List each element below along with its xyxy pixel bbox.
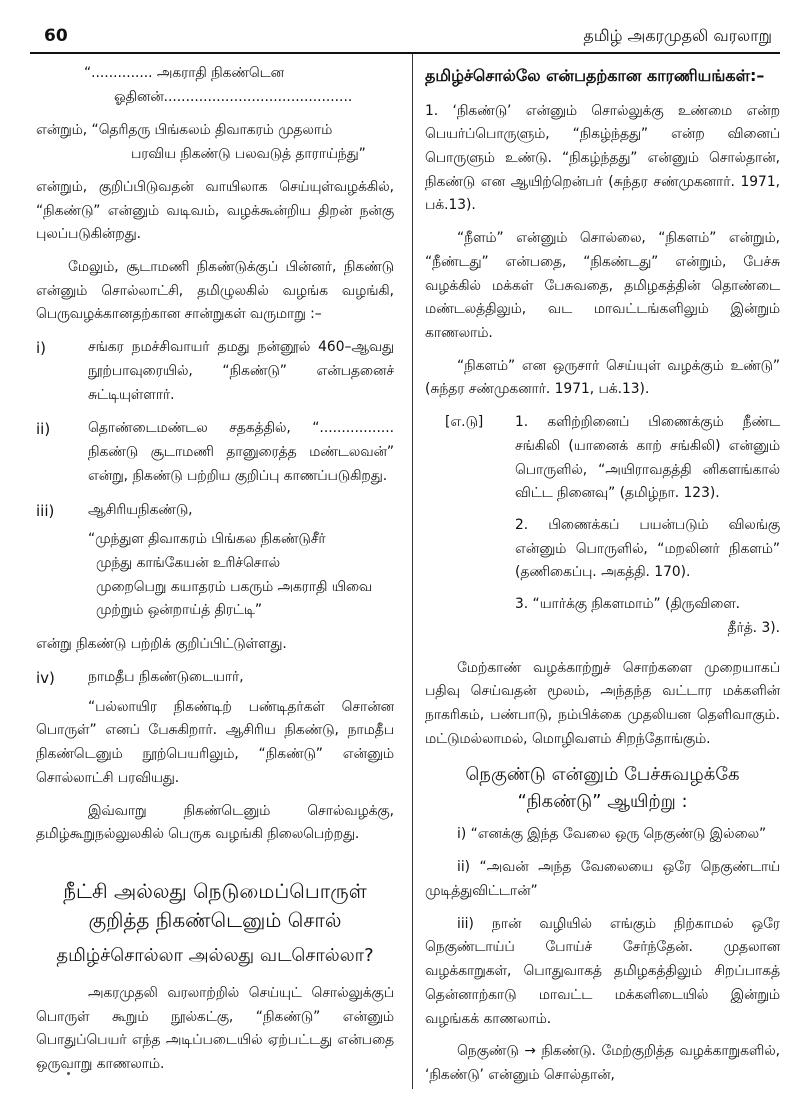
right-column [425,62,780,1097]
paragraph: மேற்காண் வழக்காற்றுச் சொற்களை முறையாகப் பதிவு செய்வதன் மூலம், அந்தந்த வட்டார மக்களின் நாகரிகம், பண்பாடு, நம்பிக்கை முதலியன தெளிவாகும். மட்டுமல்லாமல், மொழிவளம் சிறந்தோங்கும். [425,659,780,747]
example-item: 2. பிணைக்கப் பயன்படும் விலங்கு என்னும் பொருளில், “மறலினர் நிகளம்” (தணிகைப்பு. அகத்தி. 170). [515,517,780,581]
speech-example: ii) “அவன் அந்த வேலையை ஒரே நெகுண்டாய் முடித்துவிட்டான்” [425,859,780,899]
paragraph: மேலும், சூடாமணி நிகண்டுக்குப் பின்னர், நிகண்டு என்னும் சொல்லாட்சி, தமிழுலகில் வழங்க வழங்கி, பெருவழக்கானதற்கான சான்றுகள் வருமாறு :– [36,259,394,323]
example-tag: [எ.டு] [445,414,484,431]
paragraph: “நீளம்” என்னும் சொல்லை, “நிகளம்” என்றும், “நீண்டது” என்பதை, “நிகண்டது” என்றும், பேச்சு வழக்கில் மக்கள் பேசுவதை, தமிழகத்தின் தொண்டை மண்டலத்திலும், வட மாவட்டங்களிலும் இன்றும் காணலாம். [425,230,780,341]
list-item [36,666,394,692]
list-number: iv) [36,668,55,687]
column-divider [412,54,413,1089]
quote-line: “.............. அகராதி நிகண்டென [84,65,285,81]
quote-line: முறைபெறு கயாதரம் பகரும் அகராதி யிவை [96,578,373,595]
paragraph: 1. ‘நிகண்டு’ என்னும் சொல்லுக்கு உண்மை என்ற பெயர்ப்பொருளும், “நிகழ்ந்தது” என்ற வினைப் பொருளும் உண்டு. “நிகழ்ந்தது” என்னும் சொல்தான், நிகண்டு என ஆயிற்றென்பர் (சுந்தர சண்முகனார். 1971, பக்.13). [425,102,780,214]
speech-example: i) “எனக்கு இந்த வேலை ஒரு நெகுண்டு இல்லை” [457,826,767,843]
section-heading: தமிழ்ச்சொல்லே என்பதற்கான காரணியங்கள்:– [425,66,765,85]
quote-line: ஓதினன்........................................... [114,88,353,105]
paragraph: என்றும், “தெரிதரு பிங்கலம் திவாகரம் முதலாம் [36,122,333,139]
stray-mark [67,1072,70,1075]
list-item [36,336,394,407]
section-title-line: நீட்சி அல்லது நெடுமைப்பொருள் [63,879,367,903]
list-number: iii) [36,501,55,520]
subsection-heading [425,761,780,815]
section-subtitle: தமிழ்ச்சொல்லா அல்லது வடசொல்லா? [56,945,374,966]
subsection-heading-line: “நிகண்டு” ஆயிற்று : [517,791,688,813]
paragraph: நெகுண்டு → நிகண்டு. மேற்குறித்த வழக்காறுகளில், ‘நிகண்டு’ என்னும் சொல்தான், [425,1043,780,1083]
example-item: 3. “யார்க்கு நிகளமாம்” (திருவிளை. [515,596,741,613]
list-item [36,499,394,525]
list-text: சங்கர நமச்சிவாயர் தமது நன்னூல் 460–ஆவது நூற்பாவுரையில், “நிகண்டு” என்பதனைச் சுட்டியுள்ளார். [88,339,394,403]
page-header [30,24,780,50]
section-title-line: குறித்த நிகண்டெனும் சொல் [88,908,342,932]
quote-line: “முந்துள திவாகரம் பிங்கல நிகண்டுசீர் [88,531,326,548]
running-title: தமிழ் அகரமுதலி வரலாறு [583,26,772,45]
list-number: i) [36,339,47,358]
paragraph: பரவிய நிகண்டு பலவடுத் தாராய்ந்து” [131,146,366,163]
quote-line: முற்றும் ஒன்றாய்த் திரட்டி” [96,602,263,619]
quote-line: முந்து காங்கேயன் உரிச்சொல் [96,555,280,572]
header-rule [30,52,780,54]
paragraph: “பல்லாயிர நிகண்டிற் பண்டிதர்கள் சொன்ன பொருள்” எனப் பேசுகிறார். ஆசிரிய நிகண்டு, நாமதீப நிகண்டெனும் நூற்பெயரிலும், “நிகண்டு” என்னும் சொல்லாட்சி பரவியது. [36,698,394,786]
paragraph: என்று நிகண்டு பற்றிக் குறிப்பிட்டுள்ளது. [36,636,287,653]
example-item: 1. களிற்றினைப் பிணைக்கும் நீண்ட சங்கிலி (யானைக் காற் சங்கிலி) என்னும் பொருளில், “அயிராவதத்தி னிகளங்கால் விட்ட நினைவு” (தமிழ்நா. 123). [515,414,780,502]
list-text: ஆசிரியநிகண்டு, [88,501,193,518]
subsection-heading-line: நெகுண்டு என்னும் பேச்சுவழக்கே [465,764,740,786]
paragraph: “நிகளம்” என ஒருசார் செய்யுள் வழக்கும் உண்டு” (சுந்தர சண்முகனார். 1971, பக்.13). [425,357,780,398]
list-text: நாமதீப நிகண்டுடையார், [88,668,244,685]
example-block [425,411,780,648]
page-number: 60 [44,26,68,46]
example-item-end: தீர்த். 3). [727,619,780,636]
list-number: ii) [36,420,51,439]
list-item [36,417,394,488]
list-text: தொண்டைமண்டல சதகத்தில், “................. நிகண்டு சூடாமணி தானுரைத்த மண்டலவன்” என்று, நிகண்டு பற்றிய குறிப்பு காணப்படுகிறது. [88,420,394,484]
quote-block [88,528,394,623]
quote-block [84,62,394,109]
left-column [36,62,394,1086]
paragraph: இவ்வாறு நிகண்டெனும் சொல்வழக்கு, தமிழ்கூறுநல்லுலகில் பெருக வழங்கி நிலைபெற்றது. [36,802,394,843]
paragraph: அகரமுதலி வரலாற்றில் செய்யுட் சொல்லுக்குப் பொருள் கூறும் நூல்கட்கு, “நிகண்டு” என்னும் பொதுப்பெயர் எந்த அடிப்படையில் ஏற்பட்டது என்பதை ஒருவாறு காணலாம். [36,984,394,1073]
section-title [36,877,394,935]
paragraph: என்றும், குறிப்பிடுவதன் வாயிலாக செய்யுள்வழக்கில், “நிகண்டு” என்னும் வடிவம், வழக்கூன்றிய திறன் நன்கு புலப்படுகின்றது. [36,178,394,243]
speech-example: iii) நான் வழியில் எங்கும் நிற்காமல் ஒரே நெகுண்டாய்ப் போய்ச் சேர்ந்தேன். முதலான வழக்காறுகள், பொதுவாகத் தமிழகத்திலும் சிறப்பாகத் தென்னாற்காடு மாவட்ட மக்களிடையில் இன்றும் வழங்கக் காணலாம். [425,915,780,1027]
